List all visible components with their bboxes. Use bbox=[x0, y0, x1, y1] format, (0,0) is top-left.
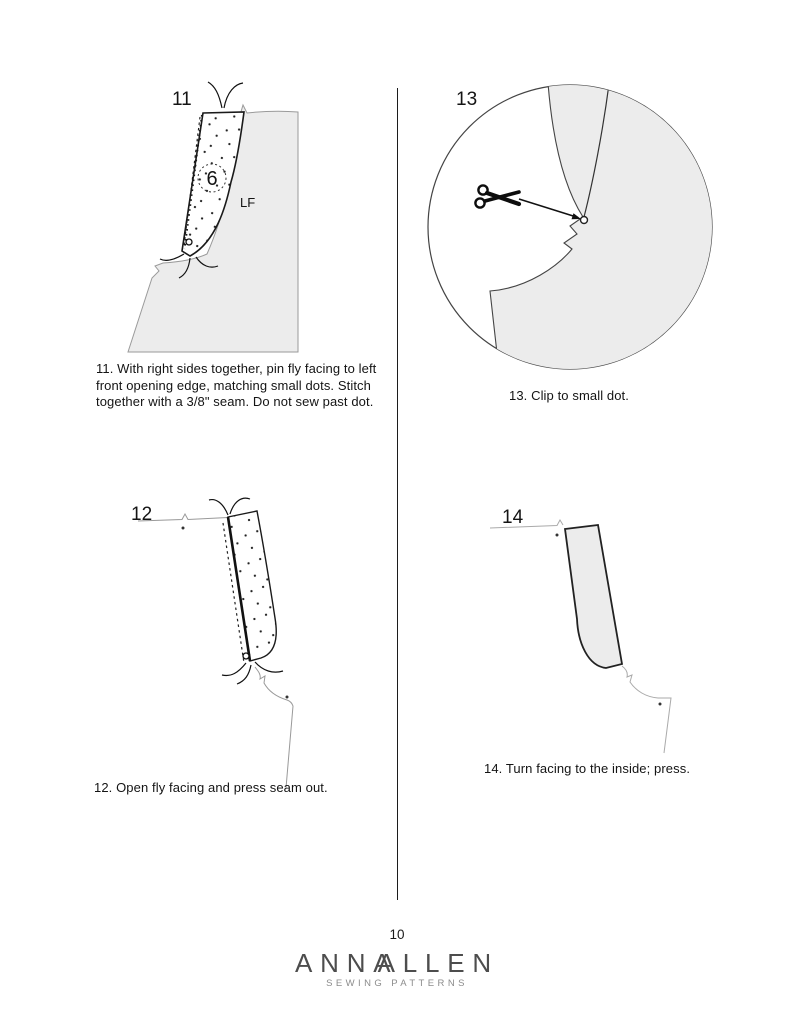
logo-name-left: ANNA bbox=[294, 948, 399, 978]
step14-caption: 14. Turn facing to the inside; press. bbox=[484, 761, 691, 776]
step11-diagram bbox=[80, 70, 380, 360]
step13-caption: 13. Clip to small dot. bbox=[509, 388, 629, 403]
step14-number-label: 14 bbox=[502, 507, 524, 528]
thread-squiggle-top bbox=[208, 82, 243, 108]
logo-name-right: ALLEN bbox=[377, 948, 500, 978]
small-mark-dot bbox=[659, 703, 662, 706]
step13-number-label: 13 bbox=[456, 89, 478, 110]
crotch-curve-edge bbox=[255, 667, 293, 788]
step12-caption: 12. Open fly facing and press seam out. bbox=[94, 780, 328, 795]
page-number: 10 bbox=[389, 927, 405, 942]
piece-number-label: 6 bbox=[206, 168, 218, 190]
crotch-curve-edge bbox=[622, 666, 671, 753]
step14-diagram bbox=[475, 495, 715, 770]
small-mark-dot bbox=[556, 534, 559, 537]
column-divider-line bbox=[397, 88, 398, 900]
thread-squiggle-bottom bbox=[222, 662, 283, 684]
small-mark-dot bbox=[182, 527, 185, 530]
small-mark-dot bbox=[286, 696, 289, 699]
fly-facing-shape bbox=[228, 511, 276, 661]
step11-number-label: 11 bbox=[172, 89, 192, 110]
brand-logo-tagline: SEWING PATTERNS bbox=[326, 978, 468, 989]
turned-facing-shape bbox=[565, 525, 622, 668]
small-dot bbox=[186, 239, 192, 245]
step12-diagram bbox=[85, 490, 365, 800]
left-front-label: LF bbox=[240, 195, 256, 210]
brand-logo bbox=[0, 949, 794, 989]
waistline-edge bbox=[490, 520, 563, 528]
thread-squiggle-top bbox=[209, 498, 250, 515]
step12-number-label: 12 bbox=[131, 504, 153, 525]
step13-diagram bbox=[420, 70, 720, 380]
brand-logo-name bbox=[0, 949, 794, 977]
step11-caption: 11. With right sides together, pin fly facing to left front opening edge, matching small dots. Stitch together with a 3/8" seam. Do not sew past dot. bbox=[96, 361, 377, 409]
small-dot bbox=[581, 217, 588, 224]
small-dot bbox=[243, 653, 249, 659]
